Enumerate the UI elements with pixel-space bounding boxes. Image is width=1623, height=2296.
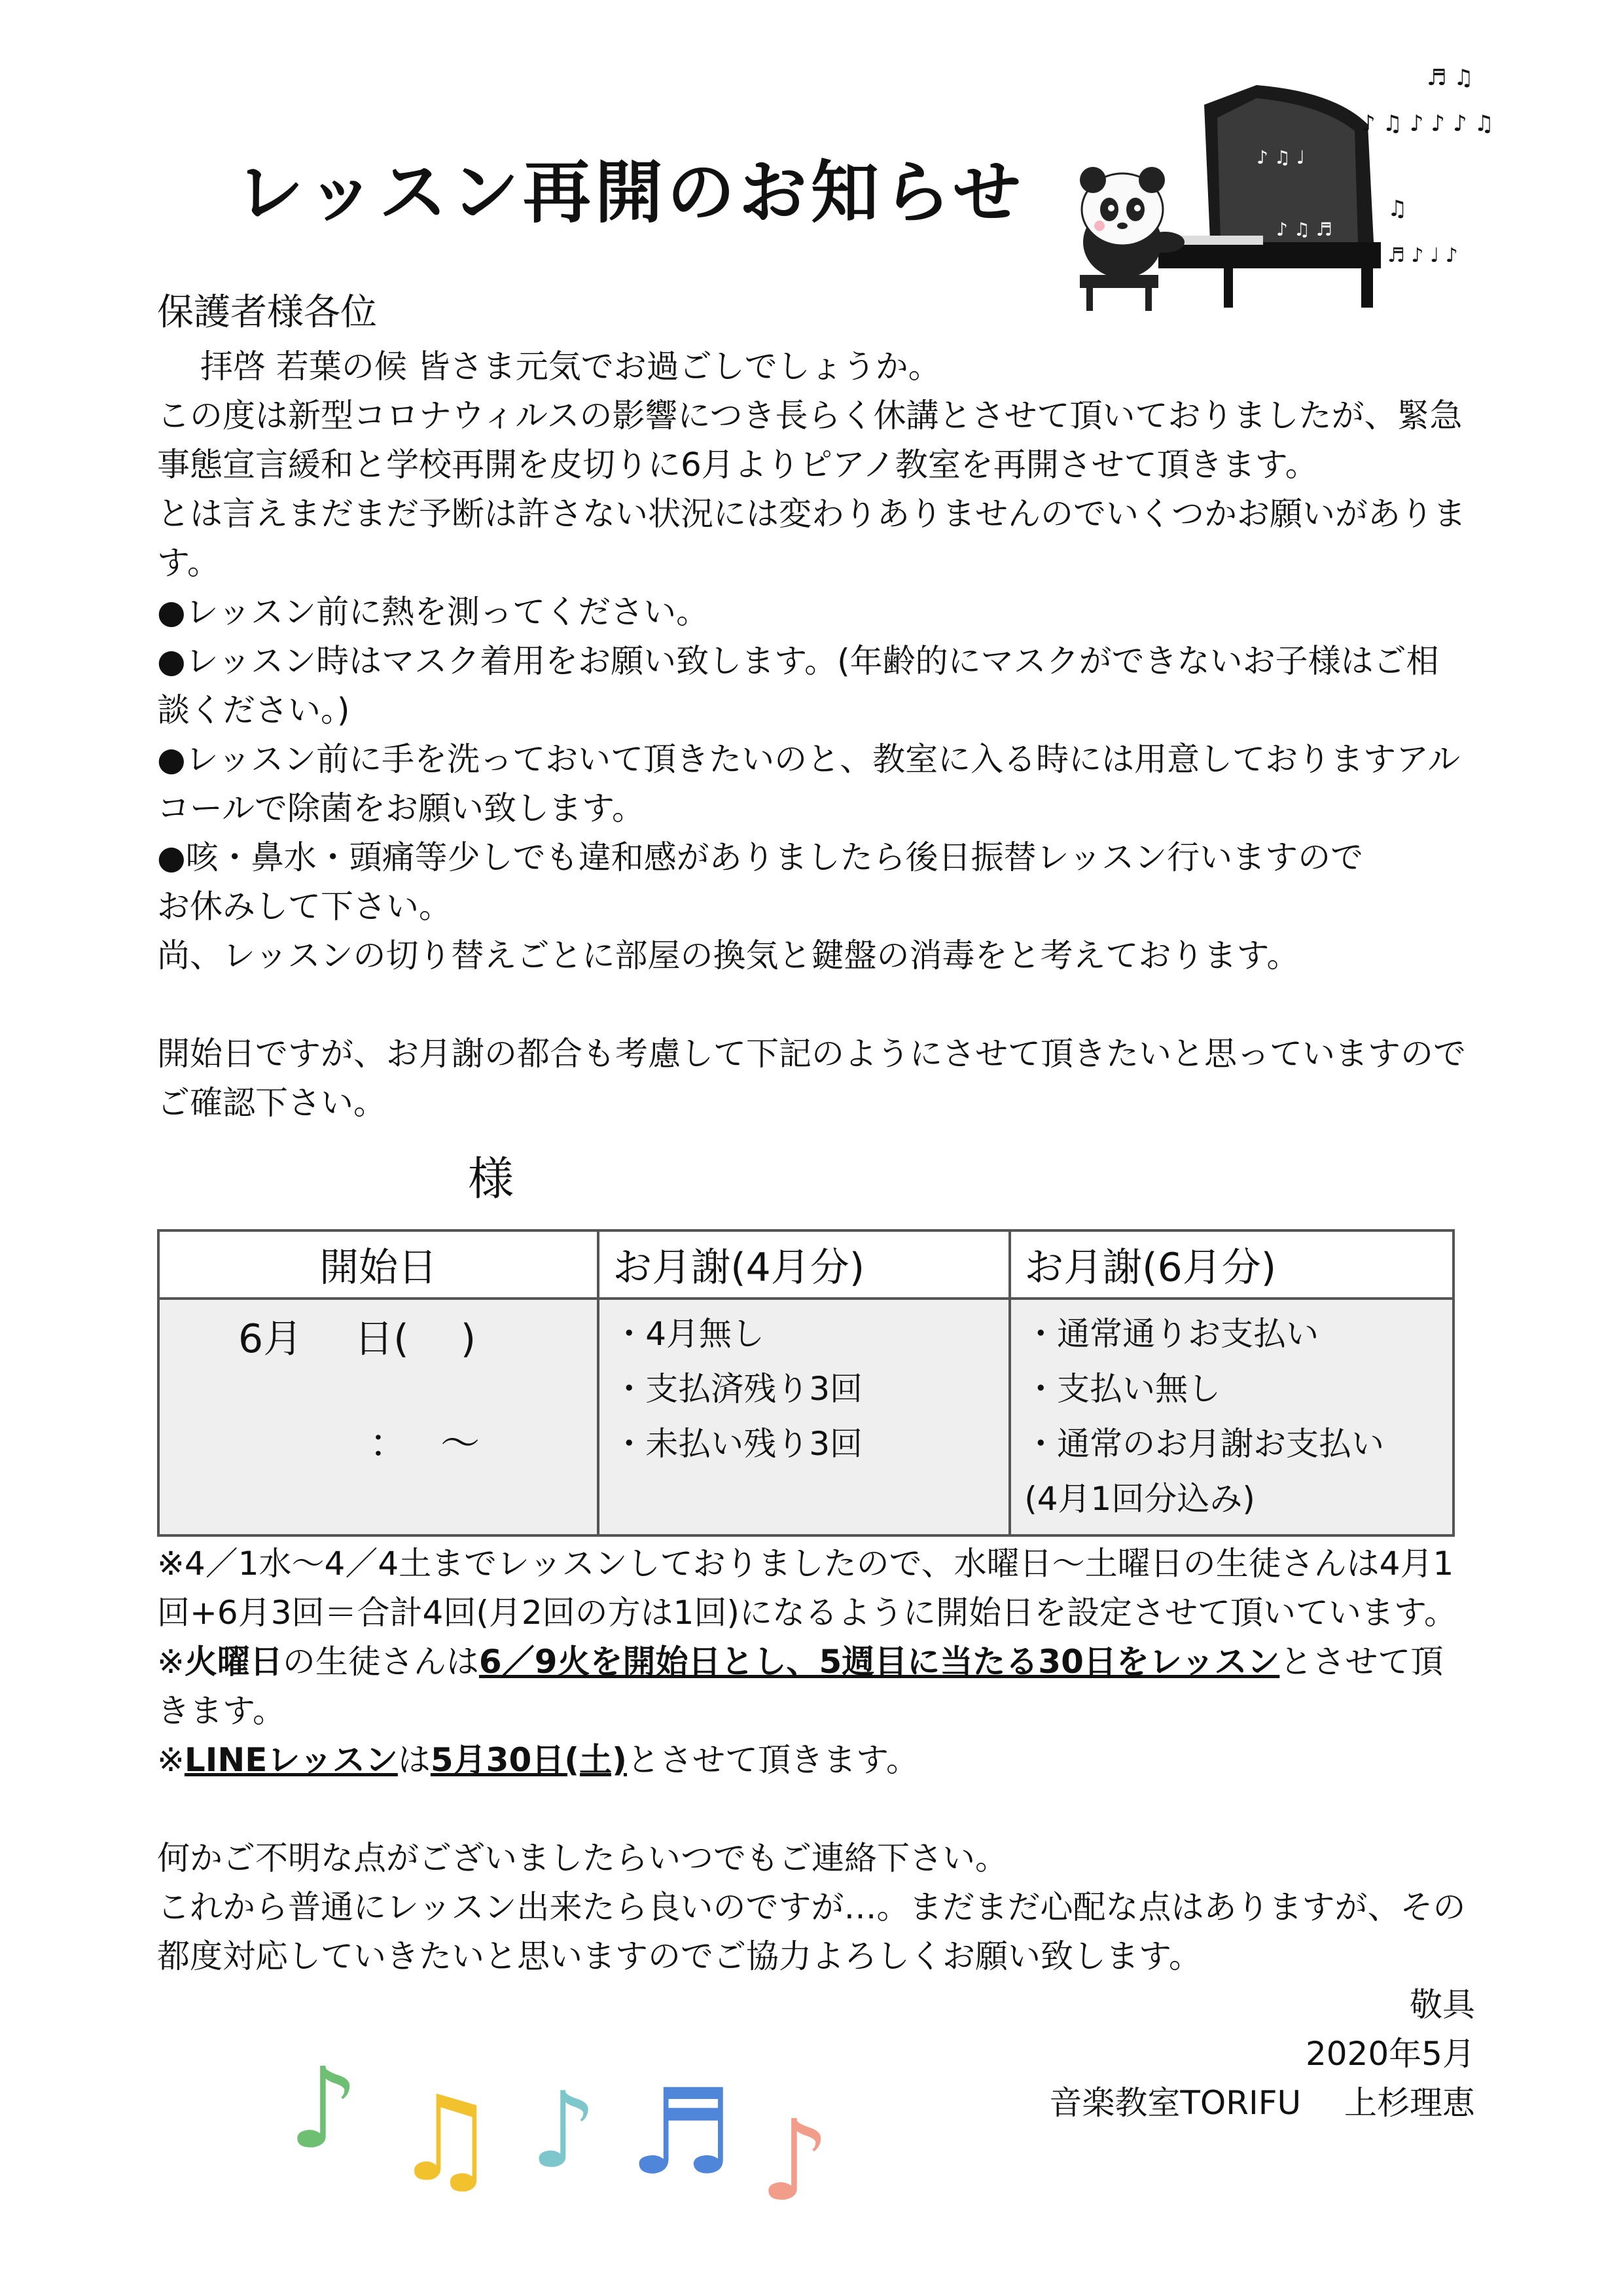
request-item: ●レッスン前に手を洗っておいて頂きたいのと、教室に入る時には用意しておりますアル bbox=[157, 740, 1461, 778]
note-line: ※4／1水〜4／4土までレッスンしておりましたので、水曜日〜土曜日の生徒さんは4月1 bbox=[157, 1545, 1454, 1583]
music-note-icon: ♪ bbox=[288, 2044, 359, 2174]
june-fee-cell bbox=[1010, 1299, 1454, 1535]
tuesday-note bbox=[157, 1638, 1479, 1687]
closing-block bbox=[1049, 1981, 1475, 2128]
request-item: 談ください。) bbox=[157, 691, 350, 729]
note-line: 回+6月3回＝合計4回(月2回の方は1回)になるように開始日を設定させて頂いています。 bbox=[157, 1594, 1457, 1632]
june-option: ・支払い無し bbox=[1024, 1370, 1221, 1408]
closing-keigu: 敬具 bbox=[1410, 1986, 1475, 2024]
tuesday-schedule: 6／9火を開始日とし、5週目に当たる30日をレッスン bbox=[478, 1643, 1280, 1681]
request-item: ●咳・鼻水・頭痛等少しでも違和感がありましたら後日振替レッスン行いますので bbox=[157, 838, 1364, 876]
june-option: ・通常のお月謝お支払い bbox=[1024, 1425, 1385, 1463]
music-note-icon: ♫ bbox=[393, 2071, 499, 2208]
body-line: この度は新型コロナウィルスの影響につき長らく休講とさせて頂いておりましたが、緊急 bbox=[157, 397, 1463, 435]
body-line: ご確認下さい。 bbox=[157, 1084, 386, 1122]
start-date-cell bbox=[158, 1299, 598, 1535]
body-line: す。 bbox=[157, 544, 220, 582]
body-line: 開始日ですが、お月謝の都合も考慮して下記のようにさせて頂きたいと思っていますので bbox=[157, 1035, 1466, 1073]
note-text: は bbox=[397, 1741, 431, 1779]
name-suffix: 様 bbox=[468, 1152, 514, 1206]
contact-line: 何かご不明な点がございましたらいつでもご連絡下さい。 bbox=[157, 1839, 1008, 1877]
svg-text:♬ ♪ ♩ ♪: ♬ ♪ ♩ ♪ bbox=[1387, 244, 1458, 267]
svg-text:♪ ♫ ♩: ♪ ♫ ♩ bbox=[1257, 147, 1305, 168]
request-item: ●レッスン前に熱を測ってください。 bbox=[157, 593, 709, 631]
note-text: とさせて頂きます。 bbox=[626, 1741, 919, 1779]
svg-text:♪ ♫: ♪ ♫ bbox=[1453, 111, 1494, 137]
body-line: 事態宣言緩和と学校再開を皮切りに6月よりピアノ教室を再開させて頂きます。 bbox=[157, 446, 1318, 484]
music-note-icon: ♪ bbox=[530, 2069, 597, 2191]
page-title: レッスン再開のお知らせ bbox=[236, 152, 1025, 232]
closing-signature: 音楽教室TORIFU 上杉理恵 bbox=[1049, 2084, 1475, 2122]
body-line: とは言えまだまだ予断は許さない状況には変わりありませんのでいくつかお願いがありま bbox=[157, 495, 1466, 533]
april-option: ・4月無し bbox=[613, 1315, 765, 1353]
svg-text:♪ ♫ ♪ ♪: ♪ ♫ ♪ ♪ bbox=[1361, 111, 1445, 137]
salutation: 保護者様各位 bbox=[157, 291, 377, 334]
panda-piano-illustration bbox=[1060, 46, 1505, 314]
april-fee-cell bbox=[598, 1299, 1010, 1535]
svg-text:♫: ♫ bbox=[1387, 196, 1408, 222]
line-lesson-note bbox=[157, 1736, 1479, 1785]
start-time-blank: ： 〜 bbox=[369, 1421, 480, 1467]
tuesday-label: 火曜日 bbox=[184, 1643, 283, 1681]
svg-text:♪ ♫ ♬: ♪ ♫ ♬ bbox=[1276, 219, 1332, 240]
april-option: ・未払い残り3回 bbox=[613, 1425, 863, 1463]
request-item: コールで除菌をお願い致します。 bbox=[157, 789, 645, 827]
greeting-line: 拝啓 若葉の候 皆さま元気でお過ごしでしょうか。 bbox=[200, 348, 941, 386]
music-note-icon: ♬ bbox=[628, 2064, 734, 2201]
note-text: とさせて頂 bbox=[1279, 1643, 1444, 1681]
june-option: (4月1回分込み) bbox=[1024, 1480, 1255, 1518]
contact-line: 都度対応していきたいと思いますのでご協力よろしくお願い致します。 bbox=[157, 1937, 1202, 1975]
schedule-table bbox=[157, 1229, 1455, 1537]
header-june-fee: お月謝(6月分) bbox=[1010, 1230, 1454, 1299]
request-item: お休みして下さい。 bbox=[157, 888, 452, 925]
contact-line: これから普通にレッスン出来たら良いのですが…。まだまだ心配な点はありますが、その bbox=[157, 1888, 1466, 1926]
header-april-fee: お月謝(4月分) bbox=[598, 1230, 1010, 1299]
request-item: ●レッスン時はマスク着用をお願い致します。(年齢的にマスクができないお子様はご相 bbox=[157, 642, 1439, 680]
music-notes-decoration bbox=[288, 2042, 864, 2238]
april-option: ・支払済残り3回 bbox=[613, 1370, 863, 1408]
start-date-blank: 6月 日( ) bbox=[238, 1316, 476, 1362]
header-start-date: 開始日 bbox=[158, 1230, 598, 1299]
line-lesson-label: LINEレッスン bbox=[184, 1741, 398, 1779]
june-option: ・通常通りお支払い bbox=[1024, 1315, 1319, 1353]
svg-text:♬ ♫: ♬ ♫ bbox=[1427, 65, 1474, 91]
music-note-icon: ♪ bbox=[759, 2096, 830, 2226]
line-lesson-date: 5月30日(土) bbox=[430, 1741, 627, 1779]
notes-section bbox=[157, 1539, 1479, 1981]
note-mark: ※ bbox=[157, 1643, 185, 1681]
letter-body bbox=[157, 288, 1479, 1128]
body-line: 尚、レッスンの切り替えごとに部屋の換気と鍵盤の消毒をと考えております。 bbox=[157, 937, 1300, 975]
closing-date: 2020年5月 bbox=[1305, 2035, 1475, 2073]
note-line: きます。 bbox=[157, 1692, 285, 1730]
note-mark: ※ bbox=[157, 1741, 185, 1779]
note-text: の生徒さんは bbox=[282, 1643, 479, 1681]
